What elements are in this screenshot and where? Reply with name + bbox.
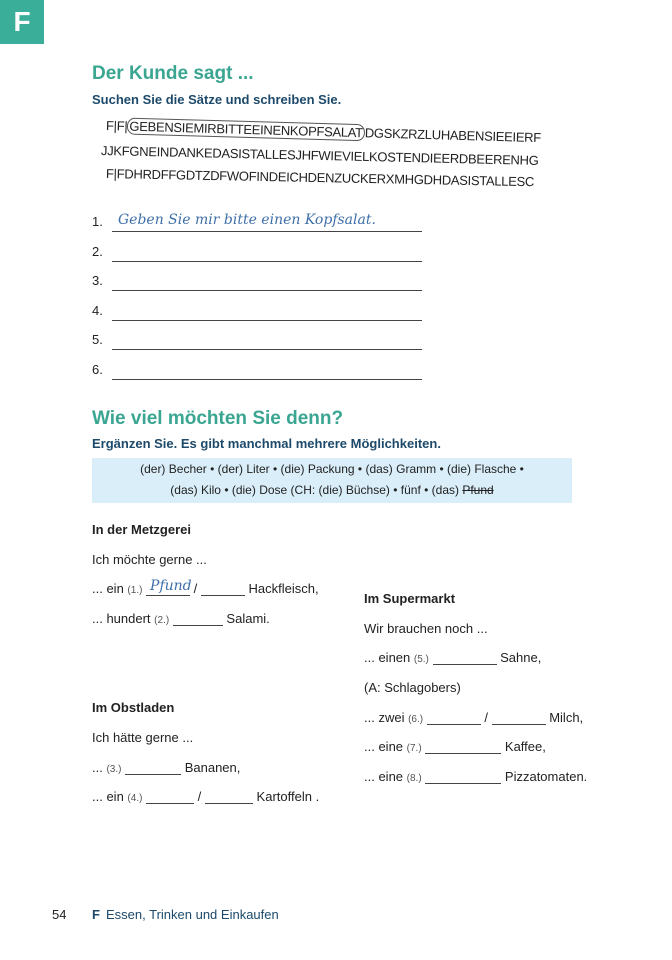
answer-line-2[interactable]: 2. — [92, 242, 422, 262]
puzzle-line-3: F|FDHRDFFGDTZDFWOFINDEICHDENZUCKERXMHGDHDASISTALLESC — [105, 166, 535, 190]
obstladen-intro: Ich hätte gerne ... — [92, 730, 194, 745]
puzzle-line-1: F|F| GEBENSIEMIRBITTEEINENKOPFSALAT DGSKZRZLUHABENSIEEIERF — [105, 118, 542, 146]
answer-line-5[interactable]: 5. — [92, 330, 422, 350]
answer-line-6[interactable]: 6. — [92, 360, 422, 380]
struck-word: Pfund — [462, 483, 494, 497]
metzgerei-line-2: ... hundert (2.) Salami. — [92, 611, 270, 626]
metzgerei-line-1: ... ein (1.) Pfund / Hackfleisch, — [92, 578, 319, 596]
footer-title: Essen, Trinken und Einkaufen — [106, 907, 279, 922]
section2-instruction: Ergänzen Sie. Es gibt manchmal mehrere Möglichkeiten. — [92, 436, 441, 451]
obstladen-heading: Im Obstladen — [92, 700, 175, 715]
chapter-badge: F — [0, 0, 44, 44]
section1-instruction: Suchen Sie die Sätze und schreiben Sie. — [92, 92, 342, 107]
metzgerei-intro: Ich möchte gerne ... — [92, 552, 207, 567]
obstladen-line-1: ... (3.) Bananen, — [92, 760, 241, 775]
blank-7[interactable] — [425, 739, 501, 754]
blank-1b[interactable] — [201, 581, 245, 596]
supermarkt-intro: Wir brauchen noch ... — [364, 621, 488, 636]
metzgerei-heading: In der Metzgerei — [92, 522, 191, 537]
puzzle-line-2: JJKFGNEINDANKEDASISTALLESJHFWIEVIELKOSTENDIEERDBEERENHG — [100, 143, 539, 168]
answer-line-4[interactable]: 4. — [92, 301, 422, 321]
blank-1[interactable] — [146, 578, 192, 596]
supermarkt-line-1: ... einen (5.) Sahne, — [364, 650, 542, 665]
supermarkt-line-3: ... eine (7.) Kaffee, — [364, 739, 546, 754]
supermarkt-line-2: ... zwei (6.) / Milch, — [364, 710, 584, 725]
section1-title: Der Kunde sagt ... — [92, 63, 254, 84]
supermarkt-line-4: ... eine (8.) Pizzatomaten. — [364, 769, 588, 784]
blank-2[interactable] — [173, 611, 223, 626]
word-box: (der) Becher • (der) Liter • (die) Packung • (das) Gramm • (die) Flasche • (das) Kilo • (die) Dose (CH: (die) Büchse) • fünf • (das) Pfund — [92, 458, 572, 503]
blank-4a[interactable] — [146, 789, 194, 804]
answer-line-1[interactable]: 1. Geben Sie mir bitte einen Kopfsalat. — [92, 212, 422, 232]
blank-6a[interactable] — [427, 710, 481, 725]
obstladen-line-2: ... ein (4.) / Kartoffeln . — [92, 789, 320, 804]
answer-line-3[interactable]: 3. — [92, 271, 422, 291]
supermarkt-heading: Im Supermarkt — [364, 591, 456, 606]
blank-4b[interactable] — [205, 789, 253, 804]
footer-letter: F — [92, 907, 100, 922]
handwritten-pfund: Pfund — [150, 578, 192, 594]
blank-8[interactable] — [425, 769, 501, 784]
circled-sentence: GEBENSIEMIRBITTEEINENKOPFSALAT — [127, 118, 365, 142]
blank-6b[interactable] — [492, 710, 546, 725]
handwritten-answer: Geben Sie mir bitte einen Kopfsalat. — [118, 212, 376, 228]
blank-3[interactable] — [125, 760, 181, 775]
section2-title: Wie viel möchten Sie denn? — [92, 408, 344, 429]
page-number: 54 — [52, 907, 67, 922]
supermarkt-note: (A: Schlagobers) — [364, 680, 461, 695]
blank-5[interactable] — [433, 650, 497, 665]
